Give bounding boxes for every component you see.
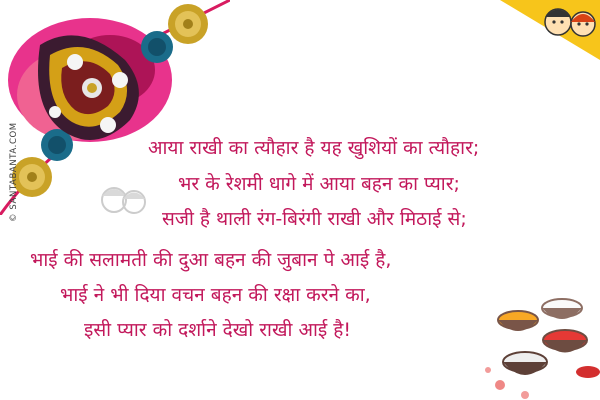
- poem-line-2: भर के रेशमी धागे में आया बहन का प्यार;: [178, 173, 460, 195]
- poem-line-1: आया राखी का त्यौहार है यह खुशियों का त्यौहार;: [148, 137, 480, 159]
- poem-line-6: इसी प्यार को दर्शाने देखो राखी आई है!: [84, 319, 351, 341]
- poem-line-3: सजी है थाली रंग-बिरंगी राखी और मिठाई से;: [162, 208, 467, 230]
- watermark-logo: [98, 180, 148, 220]
- poem-line-4: भाई की सलामती की दुआ बहन की जुबान पे आई है,: [30, 249, 392, 271]
- poem-line-5: भाई ने भी दिया वचन बहन की रक्षा करने का,: [60, 284, 371, 306]
- site-credit: © SANTABANTA.COM: [9, 122, 19, 222]
- santabanta-logo: [490, 0, 600, 70]
- puja-bowls-illustration: [480, 290, 600, 400]
